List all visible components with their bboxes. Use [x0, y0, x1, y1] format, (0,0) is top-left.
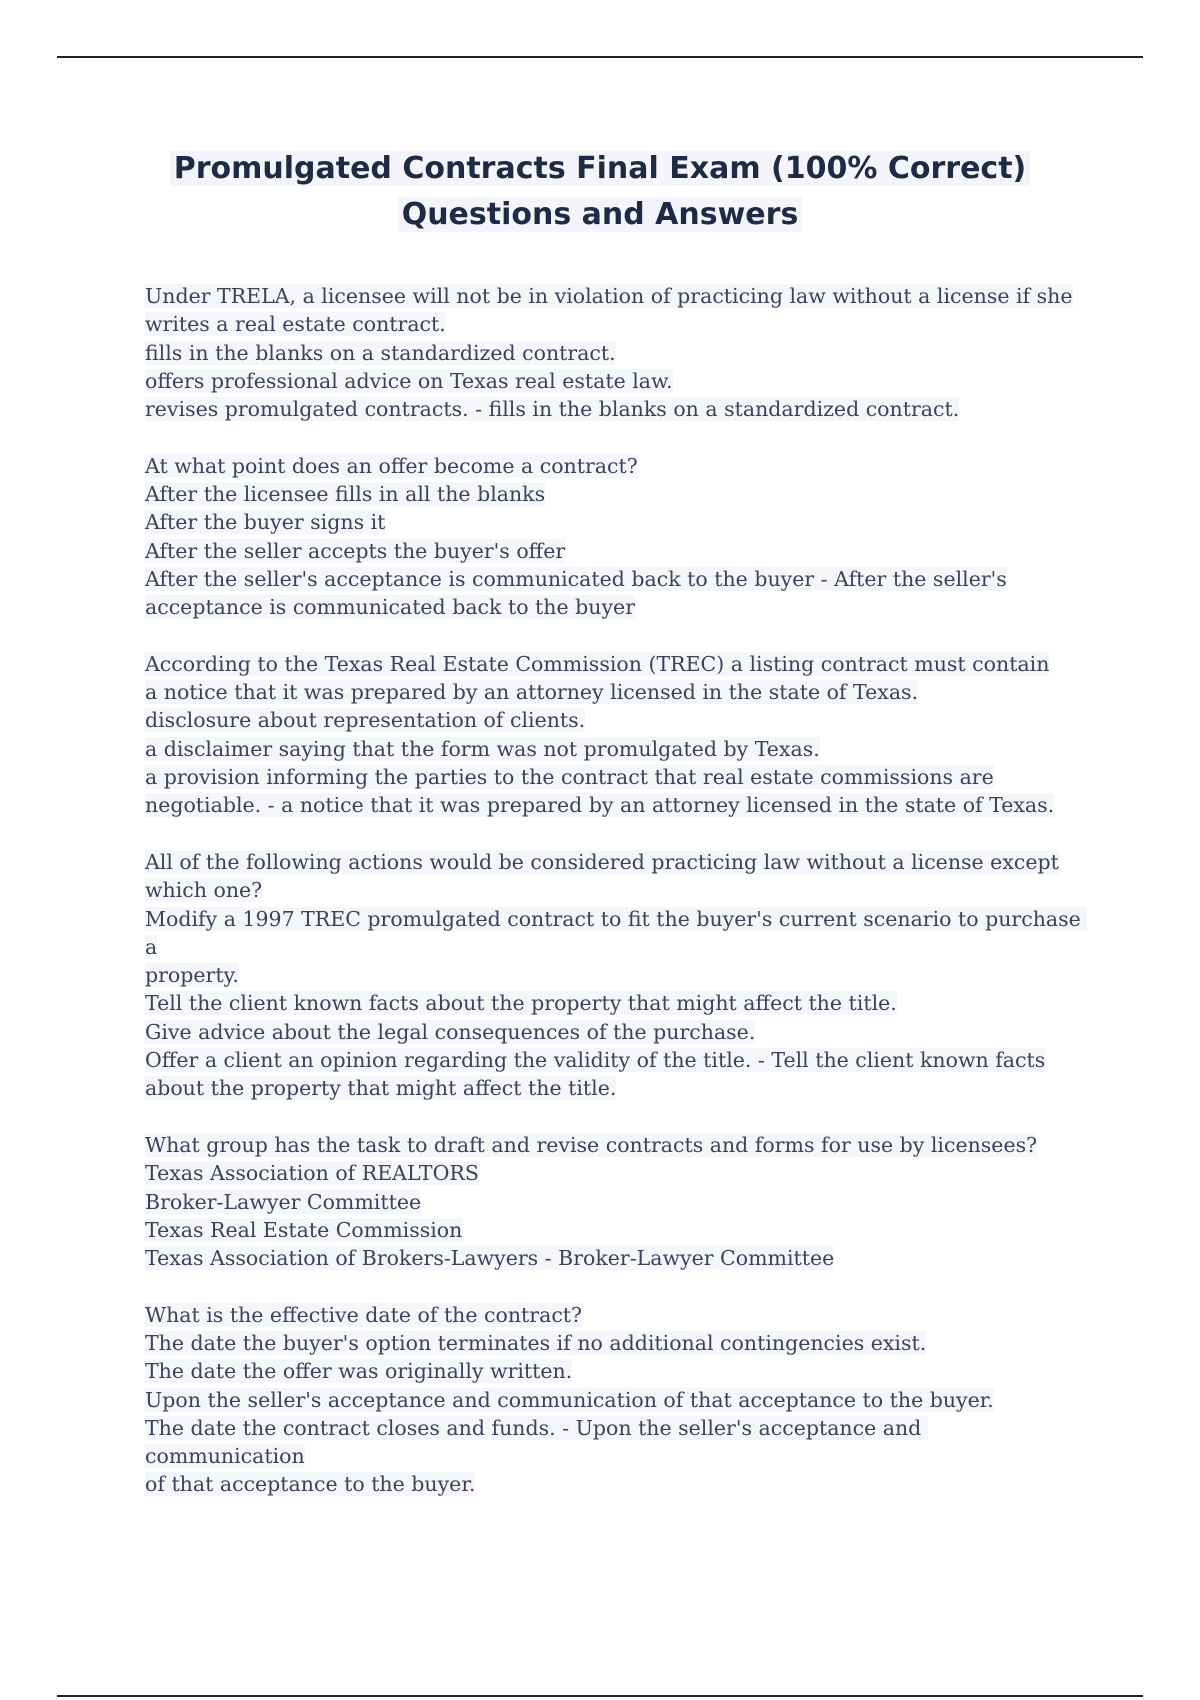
text-run: According to the Texas Real Estate Commission (TREC) a listing contract must contain	[145, 651, 1050, 676]
text-run: Modify a 1997 TREC promulgated contract to fit the buyer's current scenario to purchase a	[145, 906, 1088, 959]
answer-line	[145, 1357, 1085, 1385]
answer-line	[145, 395, 1085, 423]
text-run: Texas Association of REALTORS	[145, 1161, 479, 1186]
answer-line	[145, 367, 1085, 395]
text-run: about the property that might affect the title.	[145, 1076, 617, 1101]
question-block	[145, 1131, 1085, 1272]
answer-line	[145, 735, 1085, 763]
qa-content	[145, 282, 1088, 1527]
text-run: After the seller accepts the buyer's offer	[145, 538, 566, 563]
title-line-2: Questions and Answers	[398, 197, 803, 232]
question-block	[145, 282, 1085, 423]
answer-line	[145, 480, 1085, 508]
answer-line	[145, 565, 1085, 593]
question-block	[145, 452, 1085, 622]
text-run: After the seller's acceptance is communicated back to the buyer - After the seller's	[145, 566, 1007, 591]
text-run: revises promulgated contracts. - fills in the blanks on a standardized contract.	[145, 397, 960, 422]
question-text	[145, 650, 1085, 678]
text-run: which one?	[145, 878, 263, 903]
answer-line	[145, 1188, 1085, 1216]
text-run: The date the offer was originally written.	[145, 1359, 573, 1384]
question-text	[145, 848, 1085, 876]
text-run: Offer a client an opinion regarding the validity of the title. - Tell the client known facts	[145, 1048, 1046, 1073]
text-run: What group has the task to draft and revise contracts and forms for use by licensees?	[145, 1132, 1038, 1157]
answer-line	[145, 339, 1085, 367]
text-run: fills in the blanks on a standardized contract.	[145, 340, 616, 365]
text-run: property.	[145, 963, 239, 988]
answer-line	[145, 310, 1085, 338]
text-run: Texas Real Estate Commission	[145, 1217, 463, 1242]
text-run: a provision informing the parties to the contract that real estate commissions are	[145, 765, 994, 790]
bottom-rule	[57, 1695, 1143, 1697]
text-run: Give advice about the legal consequences of the purchase.	[145, 1019, 756, 1044]
question-text	[145, 282, 1085, 310]
answer-line	[145, 876, 1085, 904]
text-run: offers professional advice on Texas real estate law.	[145, 368, 673, 393]
text-run: a disclaimer saying that the form was not promulgated by Texas.	[145, 736, 820, 761]
answer-line	[145, 706, 1085, 734]
text-run: negotiable. - a notice that it was prepared by an attorney licensed in the state of Texas.	[145, 793, 1055, 818]
text-run: After the licensee fills in all the blanks	[145, 482, 546, 507]
text-run: Tell the client known facts about the property that might affect the title.	[145, 991, 897, 1016]
question-text	[145, 1301, 1085, 1329]
answer-line	[145, 1216, 1085, 1244]
text-run: All of the following actions would be considered practicing law without a license except	[145, 849, 1059, 874]
answer-line	[145, 1470, 1085, 1498]
answer-line	[145, 989, 1085, 1017]
text-run: Broker-Lawyer Committee	[145, 1189, 422, 1214]
answer-line	[145, 905, 1088, 962]
answer-line	[145, 1046, 1085, 1074]
question-block	[145, 848, 1088, 1103]
answer-line	[145, 763, 1085, 791]
answer-line	[145, 1386, 1085, 1414]
answer-line	[145, 508, 1085, 536]
text-run: Texas Association of Brokers-Lawyers - Broker-Lawyer Committee	[145, 1246, 835, 1271]
answer-line	[145, 791, 1085, 819]
answer-line	[145, 537, 1085, 565]
title-line-1: Promulgated Contracts Final Exam (100% Correct)	[170, 151, 1031, 186]
text-run: Under TRELA, a licensee will not be in violation of practicing law without a license if she	[145, 284, 1073, 308]
text-run: a notice that it was prepared by an attorney licensed in the state of Texas.	[145, 680, 919, 705]
text-run: of that acceptance to the buyer.	[145, 1472, 476, 1497]
answer-line	[145, 1018, 1085, 1046]
question-block	[145, 1301, 1085, 1499]
text-run: disclosure about representation of clients.	[145, 708, 586, 733]
top-rule	[57, 56, 1143, 58]
answer-line	[145, 1159, 1085, 1187]
text-run: At what point does an offer become a contract?	[145, 453, 638, 478]
answer-line	[145, 1074, 1085, 1102]
answer-line	[145, 593, 1085, 621]
question-text	[145, 1131, 1085, 1159]
page-title	[0, 146, 1200, 238]
answer-line	[145, 1414, 1085, 1471]
text-run: The date the contract closes and funds. - Upon the seller's acceptance and communication	[145, 1415, 928, 1469]
text-run: writes a real estate contract.	[145, 312, 446, 337]
answer-line	[145, 678, 1085, 706]
answer-line	[145, 1244, 1085, 1272]
text-run: Upon the seller's acceptance and communication of that acceptance to the buyer.	[145, 1387, 994, 1412]
text-run: acceptance is communicated back to the buyer	[145, 595, 635, 620]
text-run: What is the effective date of the contract?	[145, 1302, 583, 1327]
question-text	[145, 452, 1085, 480]
text-run: After the buyer signs it	[145, 510, 386, 535]
text-run: The date the buyer's option terminates if no additional contingencies exist.	[145, 1330, 927, 1355]
answer-line	[145, 1329, 1085, 1357]
answer-line	[145, 961, 1085, 989]
question-block	[145, 650, 1085, 820]
